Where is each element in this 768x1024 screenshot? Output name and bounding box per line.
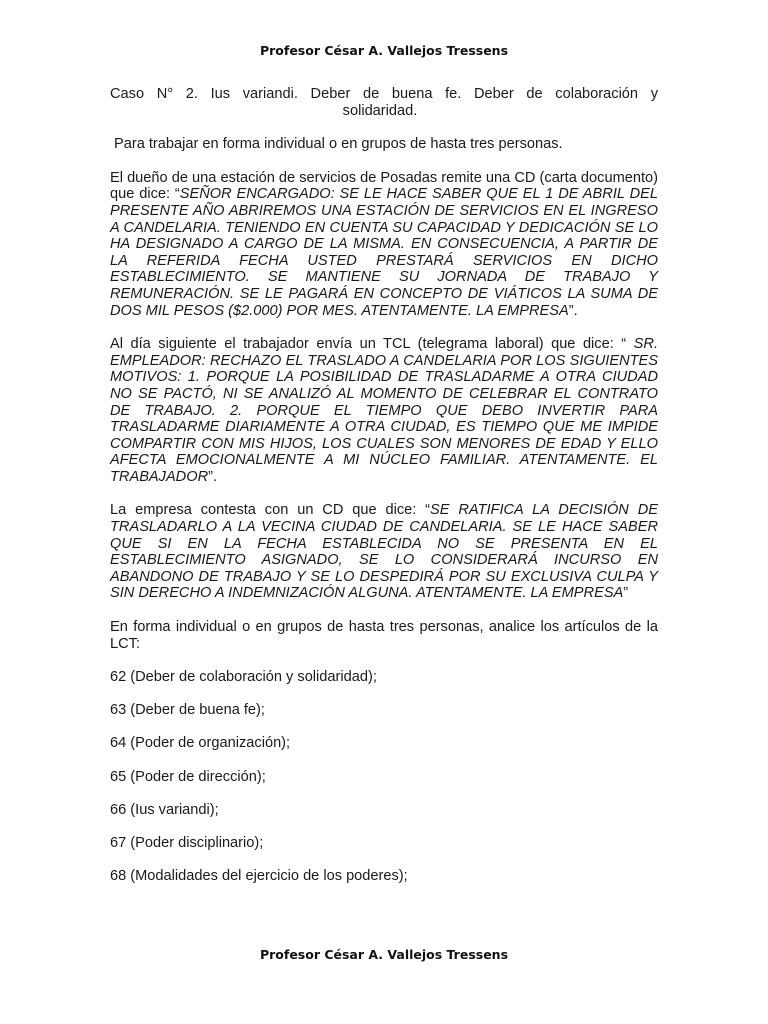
case-title-line-1: Caso N° 2. Ius variandi. Deber de buena fe. Deber de colaboración y [110, 86, 658, 102]
list-item: 62 (Deber de colaboración y solidaridad); [110, 669, 377, 686]
instruction-paragraph: En forma individual o en grupos de hasta tres personas, analice los artículos de la LCT: [110, 619, 658, 652]
paragraph-respuesta-empresa [110, 502, 658, 602]
paragraph-lead: El dueño de una estación de servicios de Posadas remite una CD (carta documento) que dice: “ [110, 169, 658, 203]
list-item: 66 (Ius variandi); [110, 801, 219, 818]
paragraph-tail: ” [623, 585, 629, 602]
articles-list [110, 669, 658, 884]
paragraph-lead: Al día siguiente el trabajador envía un TCL (telegrama laboral) que dice: “ [110, 336, 634, 353]
list-item: 64 (Poder de organización); [110, 735, 291, 752]
page-header: Profesor César A. Vallejos Tressens [259, 43, 509, 58]
paragraph-carta-documento [110, 170, 658, 319]
quoted-text: SEÑOR ENCARGADO: SE LE HACE SABER QUE EL 1 DE ABRIL DEL PRESENTE AÑO ABRIREMOS UNA ESTACIÓN DE SERVICIOS EN EL INGRESO A CANDELARIA. TENIENDO EN CUENTA SU CAPACIDAD Y DEDICACIÓN SE LO HA DESIGNADO A CARGO DE LA MISMA. EN CONSECUENCIA, A PARTIR DE LA REFERIDA FECHA USTED PRESTARÁ SERVICIOS EN DICHO ESTABLECIMIENTO. SE MANTIENE SU JORNADA DE TRABAJO Y REMUNERACIÓN. SE LE PAGARÁ EN CONCEPTO DE VIÁTICOS LA SUMA DE DOS MIL PESOS ($2.000) POR MES. ATENTAMENTE. LA EMPRESA [110, 186, 658, 319]
paragraph-tail: ”. [208, 468, 218, 485]
list-item: 63 (Deber de buena fe); [110, 702, 265, 719]
quoted-text: SR. EMPLEADOR: RECHAZO EL TRASLADO A CANDELARIA POR LOS SIGUIENTES MOTIVOS: 1. PORQUE LA POSIBILIDAD DE TRASLADARME A OTRA CIUDAD NO SE PACTÓ, NI SE ANALIZÓ AL MOMENTO DE CELEBRAR EL CONTRATO DE TRABAJO. 2. PORQUE EL TIEMPO QUE DEBO INVERTIR PARA TRASLADARME DIARIAMENTE A OTRA CIUDAD, ES TIEMPO QUE ME IMPIDE COMPARTIR CON MIS HIJOS, LOS CUALES SON MENORES DE EDAD Y ELLO AFECTA EMOCIONALMENTE A MI NÚCLEO FAMILIAR. ATENTAMENTE. EL TRABAJADOR [110, 336, 658, 485]
intro-paragraph: Para trabajar en forma individual o en grupos de hasta tres personas. [114, 136, 563, 153]
list-item: 67 (Poder disciplinario); [110, 834, 264, 851]
paragraph-tail: ”. [568, 302, 578, 319]
paragraph-lead: La empresa contesta con un CD que dice: “ [110, 502, 431, 519]
list-item: 68 (Modalidades del ejercicio de los poderes); [110, 867, 408, 884]
page-footer: Profesor César A. Vallejos Tressens [259, 947, 509, 962]
list-item: 65 (Poder de dirección); [110, 768, 266, 785]
paragraph-telegrama [110, 336, 658, 485]
case-title-line-2: solidaridad. [342, 102, 418, 119]
document-body [110, 86, 658, 901]
case-title [110, 86, 658, 119]
quoted-text: SE RATIFICA LA DECISIÓN DE TRASLADARLO A LA VECINA CIUDAD DE CANDELARIA. SE LE HACE SABER QUE SI EN LA FECHA ESTABLECIDA NO SE PRESENTA EN EL ESTABLECIMIENTO ASIGNADO, SE LO CONSIDERARÁ INCURSO EN ABANDONO DE TRABAJO Y SE LO DESPEDIRÁ POR SU EXCLUSIVA CULPA Y SIN DERECHO A INDEMNIZACIÓN ALGUNA. ATENTAMENTE. LA EMPRESA [110, 502, 658, 602]
